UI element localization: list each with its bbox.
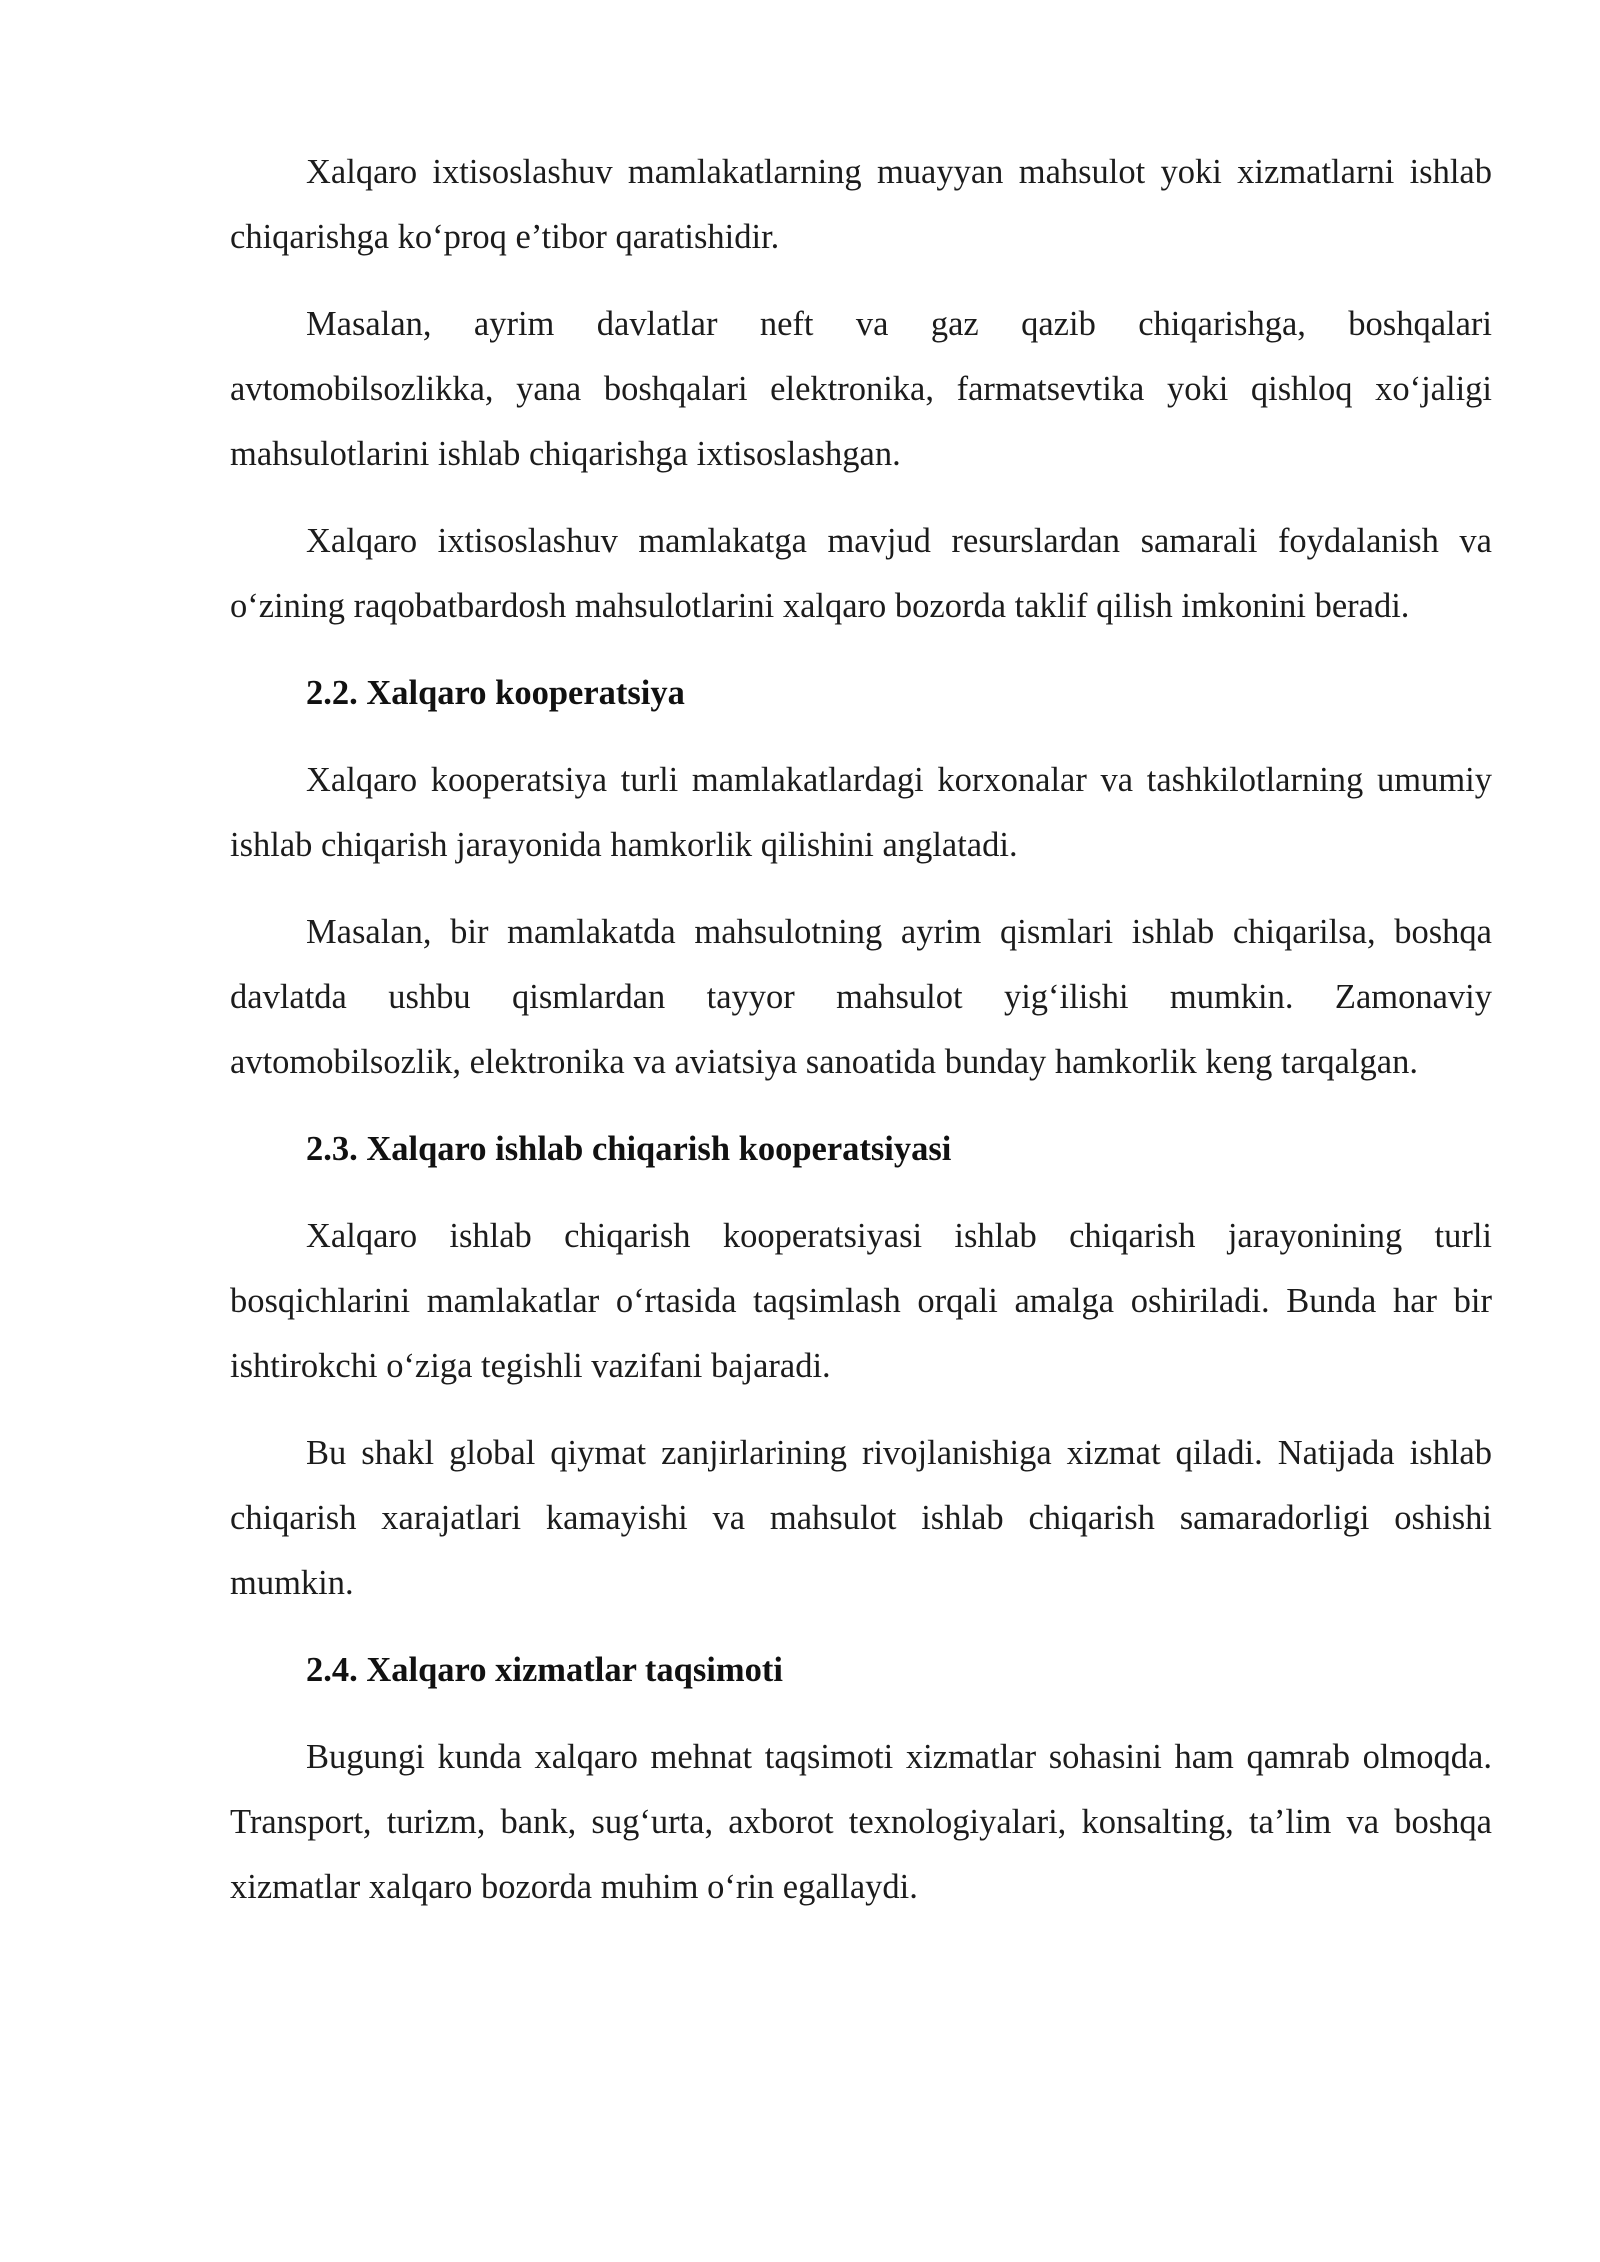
section-heading-2-3: 2.3. Xalqaro ishlab chiqarish kooperatsiyasi: [306, 1130, 952, 1168]
document-page: [230, 140, 1492, 1942]
paragraph-production-cooperation-definition: Xalqaro ishlab chiqarish kooperatsiyasi ishlab chiqarish jarayonining turli bosqichlarini mamlakatlar o‘rtasida taqsimlash orqali amalga oshiriladi. Bunda har bir ishtirokchi o‘ziga tegishli vazifani bajaradi.: [230, 1217, 1492, 1385]
paragraph-cooperation-example: Masalan, bir mamlakatda mahsulotning ayrim qismlari ishlab chiqarilsa, boshqa davlatda ushbu qismlardan tayyor mahsulot yig‘ilishi mumkin. Zamonaviy avtomobilsozlik, elektronika va aviatsiya sanoatida bunday hamkorlik keng tarqalgan.: [230, 913, 1492, 1081]
section-heading-2-4: 2.4. Xalqaro xizmatlar taqsimoti: [306, 1651, 783, 1689]
paragraph-services-division: Bugungi kunda xalqaro mehnat taqsimoti xizmatlar sohasini ham qamrab olmoqda. Transport, turizm, bank, sug‘urta, axborot texnologiyalari, konsalting, ta’lim va boshqa xizmatlar xalqaro bozorda muhim o‘rin egallaydi.: [230, 1738, 1492, 1906]
paragraph-cooperation-definition: Xalqaro kooperatsiya turli mamlakatlardagi korxonalar va tashkilotlarning umumiy ishlab chiqarish jarayonida hamkorlik qilishini anglatadi.: [230, 761, 1492, 864]
paragraph-production-cooperation-effect: Bu shakl global qiymat zanjirlarining rivojlanishiga xizmat qiladi. Natijada ishlab chiqarish xarajatlari kamayishi va mahsulot ishlab chiqarish samaradorligi oshishi mumkin.: [230, 1434, 1492, 1602]
paragraph-specialization-benefit: Xalqaro ixtisoslashuv mamlakatga mavjud resurslardan samarali foydalanish va o‘zining raqobatbardosh mahsulotlarini xalqaro bozorda taklif qilish imkonini beradi.: [230, 522, 1492, 625]
section-heading-2-2: 2.2. Xalqaro kooperatsiya: [306, 674, 685, 712]
paragraph-specialization-example: Masalan, ayrim davlatlar neft va gaz qazib chiqarishga, boshqalari avtomobilsozlikka, yana boshqalari elektronika, farmatsevtika yoki qishloq xo‘jaligi mahsulotlarini ishlab chiqarishga ixtisoslashgan.: [230, 305, 1492, 473]
paragraph-specialization-definition: Xalqaro ixtisoslashuv mamlakatlarning muayyan mahsulot yoki xizmatlarni ishlab chiqarishga ko‘proq e’tibor qaratishidir.: [230, 153, 1492, 256]
